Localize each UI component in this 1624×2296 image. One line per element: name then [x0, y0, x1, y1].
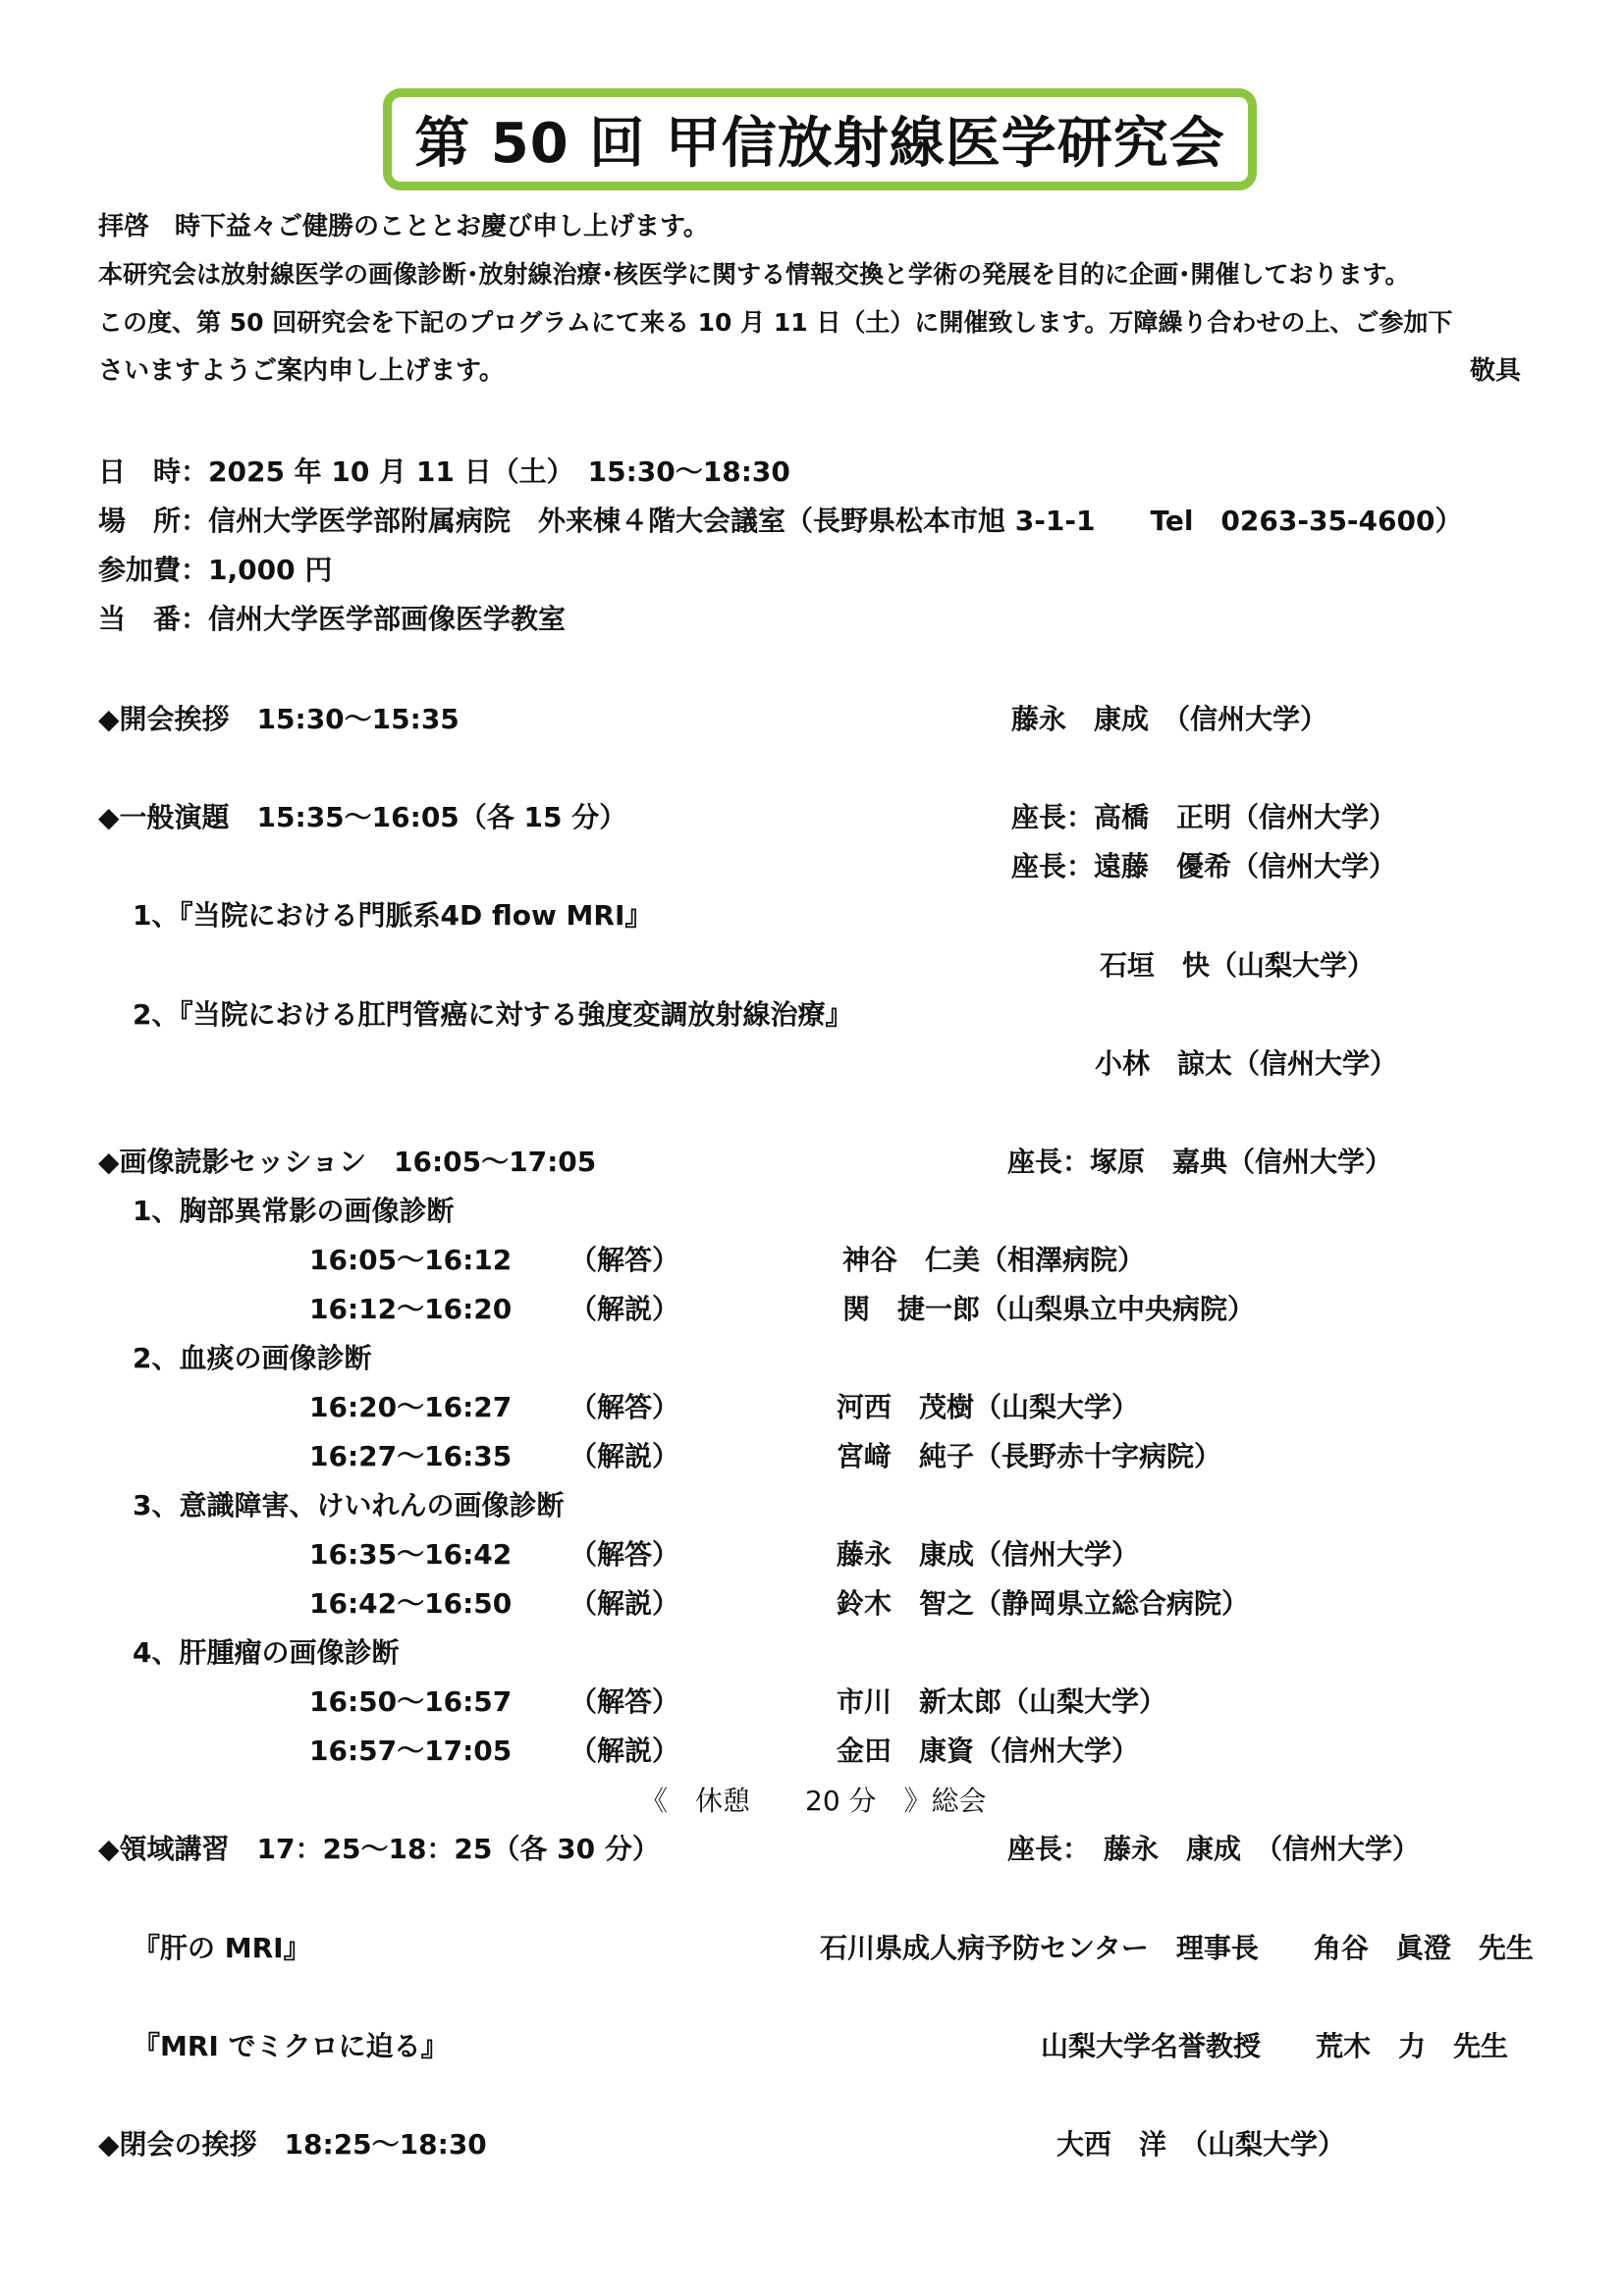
- case-kind: （解説）: [569, 1735, 680, 1767]
- case-kind: （解答）: [569, 1538, 680, 1571]
- intro-closing: 敬具: [1470, 356, 1522, 386]
- case-title: 4、肝腫瘤の画像診断: [133, 1636, 400, 1669]
- case-person: 宮﨑 純子（長野赤十字病院）: [837, 1440, 1222, 1472]
- case-time: 16:57～17:05: [309, 1735, 513, 1767]
- opening-label: ◆開会挨拶 15:30～15:35: [98, 703, 460, 735]
- intro-line-2: 本研究会は放射線医学の画像診断･放射線治療･核医学に関する情報交換と学術の発展を目的に企画･開催しております。: [98, 260, 1410, 289]
- page-title: 第 50 回 甲信放射線医学研究会: [414, 112, 1225, 176]
- case-time: 16:27～16:35: [309, 1440, 513, 1472]
- closing-label: ◆閉会の挨拶 18:25～18:30: [98, 2128, 487, 2161]
- case-person: 市川 新太郎（山梨大学）: [837, 1685, 1167, 1718]
- case-person: 河西 茂樹（山梨大学）: [837, 1391, 1140, 1423]
- closing-person: 大西 洋 （山梨大学）: [1056, 2128, 1346, 2161]
- case-title: 1、胸部異常影の画像診断: [133, 1195, 455, 1227]
- case-kind: （解答）: [569, 1685, 680, 1718]
- general-label: ◆一般演題 15:35～16:05（各 15 分）: [98, 801, 627, 833]
- lecture-label: ◆領域講習 17：25～18：25（各 30 分）: [98, 1833, 660, 1865]
- info-place: 場 所：信州大学医学部附属病院 外来棟４階大会議室（長野県松本市旭 3-1-1 Tel 0263-35-4600）: [98, 505, 1463, 537]
- case-time: 16:50～16:57: [309, 1685, 513, 1718]
- general-chair-2: 座長：遠藤 優希（信州大学）: [1011, 850, 1397, 882]
- case-kind: （解答）: [569, 1244, 680, 1276]
- case-time: 16:20～16:27: [309, 1391, 513, 1423]
- info-date: 日 時：2025 年 10 月 11 日（土） 15:30～18:30: [98, 455, 790, 488]
- opening-person: 藤永 康成 （信州大学）: [1011, 703, 1328, 735]
- lecture-speaker: 山梨大学名誉教授 荒木 力 先生: [1041, 2030, 1509, 2062]
- case-kind: （解説）: [569, 1293, 680, 1325]
- case-time: 16:42～16:50: [309, 1587, 513, 1620]
- lecture-title: 『MRI でミクロに迫る』: [133, 2030, 449, 2062]
- case-kind: （解説）: [569, 1587, 680, 1620]
- break-note: 《 休憩 20 分 》総会: [640, 1785, 987, 1817]
- lecture-chair: 座長： 藤永 康成 （信州大学）: [1007, 1833, 1421, 1865]
- case-person: 鈴木 智之（静岡県立総合病院）: [837, 1587, 1250, 1620]
- info-fee: 参加費：1,000 円: [98, 554, 333, 586]
- case-time: 16:05～16:12: [309, 1244, 513, 1276]
- case-time: 16:12～16:20: [309, 1293, 513, 1325]
- lecture-speaker: 石川県成人病予防センター 理事長 角谷 眞澄 先生: [820, 1932, 1534, 1964]
- case-kind: （解説）: [569, 1440, 680, 1472]
- general-talk-title: 1、『当院における門脈系4D flow MRI』: [133, 899, 653, 932]
- imaging-chair: 座長：塚原 嘉典（信州大学）: [1007, 1146, 1393, 1178]
- lecture-title: 『肝の MRI』: [133, 1932, 311, 1964]
- title-banner: [383, 88, 1257, 190]
- general-talk-speaker: 小林 諒太（信州大学）: [1095, 1047, 1398, 1080]
- case-person: 関 捷一郎（山梨県立中央病院）: [842, 1293, 1256, 1325]
- case-kind: （解答）: [569, 1391, 680, 1423]
- general-talk-title: 2、『当院における肛門管癌に対する強度変調放射線治療』: [133, 998, 853, 1031]
- case-person: 金田 康資（信州大学）: [837, 1735, 1140, 1767]
- general-chair-1: 座長：高橋 正明（信州大学）: [1011, 801, 1397, 833]
- intro-line-4: さいますようご案内申し上げます。: [98, 356, 505, 386]
- case-title: 3、意識障害、けいれんの画像診断: [133, 1489, 565, 1522]
- case-title: 2、血痰の画像診断: [133, 1342, 372, 1374]
- case-time: 16:35～16:42: [309, 1538, 513, 1571]
- intro-line-3: この度、第 50 回研究会を下記のプログラムにて来る 10 月 11 日（土）に開催致します。万障繰り合わせの上、ご参加下: [98, 308, 1453, 337]
- info-host: 当 番：信州大学医学部画像医学教室: [98, 603, 567, 635]
- case-person: 神谷 仁美（相澤病院）: [842, 1244, 1146, 1276]
- case-person: 藤永 康成（信州大学）: [837, 1538, 1140, 1571]
- general-talk-speaker: 石垣 快（山梨大学）: [1100, 949, 1376, 982]
- imaging-label: ◆画像読影セッション 16:05～17:05: [98, 1146, 597, 1178]
- intro-line-1: 拝啓 時下益々ご健勝のこととお慶び申し上げます。: [98, 212, 709, 241]
